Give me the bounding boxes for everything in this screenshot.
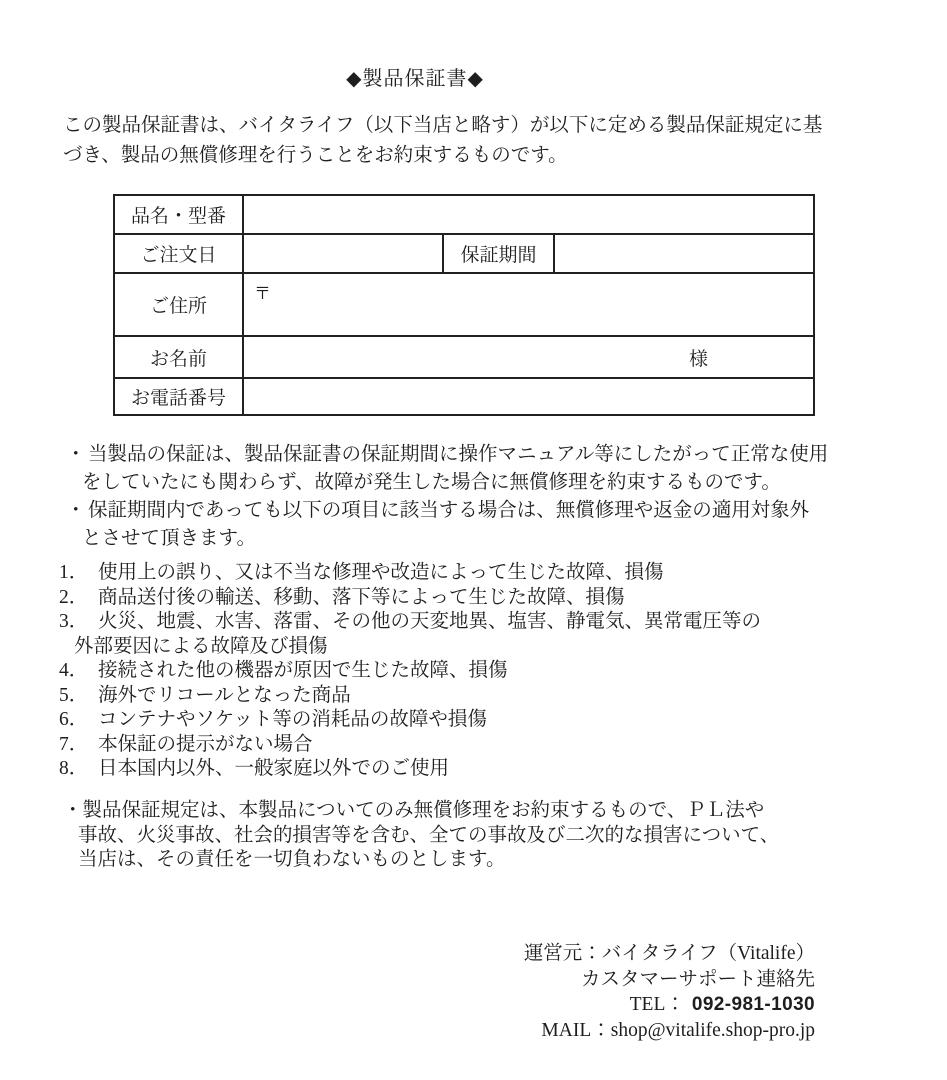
address-label: ご住所 xyxy=(114,273,243,336)
liability-note xyxy=(63,799,779,873)
mail-address: shop@vitalife.shop-pro.jp xyxy=(610,1019,815,1041)
footer-operator: 運営元：バイタライフ（Vitalife） xyxy=(523,943,815,964)
bullet-marker: ・ xyxy=(66,444,86,465)
name-label: お名前 xyxy=(114,336,243,378)
liability-line: 当店は、その責任を一切負わないものとします。 xyxy=(78,849,506,870)
warranty-info-table xyxy=(113,194,815,416)
exclusion-item: 2． 商品送付後の輸送、移動、落下等によって生じた故障、損傷 xyxy=(59,586,625,608)
tel-label: TEL： xyxy=(629,994,685,1015)
term-line: をしていたにも関わらず、故障が発生した場合に無償修理を約束するものです。 xyxy=(82,472,781,493)
liability-line: 事故、火災事故、社会的損害等を含む、全ての事故及び二次的な損害について、 xyxy=(78,824,780,846)
product-model-value xyxy=(243,195,814,234)
product-model-label: 品名・型番 xyxy=(114,195,243,234)
order-date-label: ご注文日 xyxy=(114,234,243,273)
table-row xyxy=(114,273,814,336)
honorific-sama: 様 xyxy=(688,348,708,370)
postal-mark: 〒 xyxy=(254,284,271,303)
exclusion-item: 6． コンテナやソケット等の消耗品の故障や損傷 xyxy=(59,709,487,730)
footer-tel xyxy=(524,992,815,1018)
term-line: ・ 保証期間内であっても以下の項目に該当する場合は、無償修理や返金の適用対象外 xyxy=(66,497,828,525)
table-row xyxy=(114,195,814,234)
name-value xyxy=(243,336,814,378)
phone-label: お電話番号 xyxy=(114,378,243,415)
table-row xyxy=(114,336,814,378)
order-date-value xyxy=(243,234,443,273)
exclusion-item: 5． 海外でリコールとなった商品 xyxy=(59,684,351,706)
warranty-terms xyxy=(66,441,828,553)
liability-line: ・製品保証規定は、本製品についてのみ無償修理をお約束するもので、ＰＬ法や xyxy=(63,800,765,821)
table-row xyxy=(114,378,814,415)
exclusion-item: 1． 使用上の誤り、又は不当な修理や改造によって生じた故障、損傷 xyxy=(59,562,664,583)
term-line: とさせて頂きます。 xyxy=(82,528,256,549)
document-title: ◆製品保証書◆ xyxy=(346,68,484,90)
intro-paragraph xyxy=(63,111,822,170)
exclusion-item: 8． 日本国内以外、一般家庭以外でのご使用 xyxy=(59,758,450,779)
exclusion-item: 3． 火災、地震、水害、落雷、その他の天変地異、塩害、静電気、異常電圧等の xyxy=(59,611,762,632)
tel-number: 092-981-1030 xyxy=(691,994,815,1015)
mail-label: MAIL： xyxy=(541,1019,611,1041)
footer-support: カスタマーサポート連絡先 xyxy=(580,968,815,990)
term-line: ・ 当製品の保証は、製品保証書の保証期間に操作マニュアル等にしたがって正常な使用 xyxy=(66,441,828,469)
bullet-marker: ・ xyxy=(66,500,86,521)
warranty-period-label: 保証期間 xyxy=(443,234,554,273)
intro-line: この製品保証書は、バイタライフ（以下当店と略す）が以下に定める製品保証規定に基 xyxy=(63,115,823,136)
footer-mail xyxy=(524,1018,815,1044)
warranty-period-value xyxy=(554,234,814,273)
exclusion-item: 4． 接続された他の機器が原因で生じた故障、損傷 xyxy=(59,660,508,681)
phone-value xyxy=(243,378,814,415)
address-value xyxy=(243,273,814,336)
exclusion-item-continuation: 外部要因による故障及び損傷 xyxy=(74,635,328,657)
table-row xyxy=(114,234,814,273)
exclusion-item: 7． 本保証の提示がない場合 xyxy=(59,733,313,755)
exclusion-list xyxy=(59,561,761,782)
intro-line: づき、製品の無償修理を行うことをお約束するものです。 xyxy=(63,144,568,166)
footer-contact-block xyxy=(524,941,815,1043)
